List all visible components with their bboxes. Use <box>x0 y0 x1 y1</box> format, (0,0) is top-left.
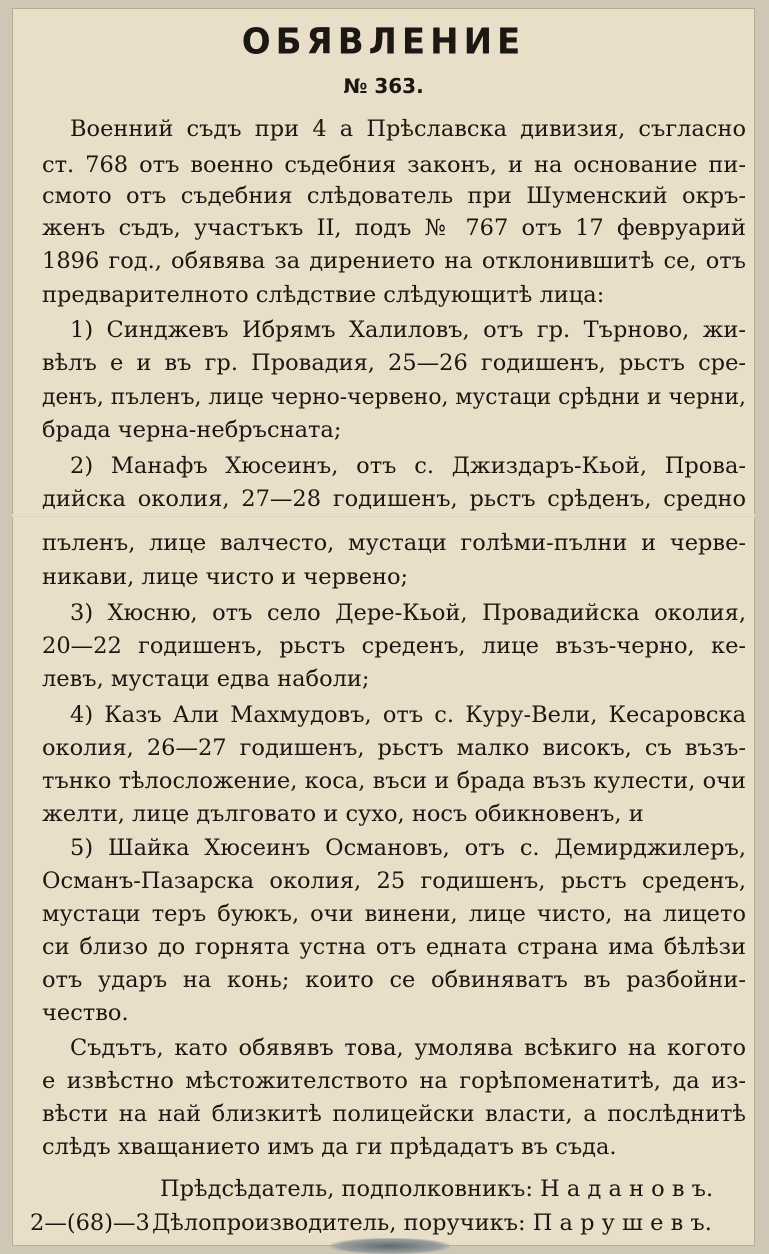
notice-number: № 363. <box>343 74 424 98</box>
clerk-signature: Дѣлопроизводитель, поручикъ: П а р у ш е в ъ. <box>152 1210 712 1236</box>
text-line: ст. 768 отъ военно съдебния законъ, и на основание пи- <box>42 152 746 178</box>
text-line: 2) Манафъ Хюсеинъ, отъ с. Джиздаръ-Кьой, Прова- <box>70 453 746 479</box>
text-line: Съдътъ, като обявявъ това, умолява всѣкиго на когото <box>70 1035 746 1061</box>
chairman-signature: Прѣдсѣдатель, подполковникъ: Н а д а н о в ъ. <box>160 1176 714 1202</box>
text-line: мустаци теръ буюкъ, очи винени, лице чисто, на лицето <box>42 901 746 927</box>
text-line: е извѣстно мѣстожителството на горѣпоменатитѣ, да из- <box>42 1068 746 1094</box>
text-line: 4) Казъ Али Махмудовъ, отъ с. Куру-Вели, Кесаровска <box>70 702 746 728</box>
text-line: брада черна-небръсната; <box>42 417 342 443</box>
text-line: слѣдъ хващанието имъ да ги прѣдадатъ въ съда. <box>42 1134 617 1160</box>
newspaper-clipping <box>12 8 755 1246</box>
text-line: отъ ударъ на конь; които се обвиняватъ въ разбойни- <box>42 967 746 993</box>
text-line: вѣсти на най близкитѣ полицейски власти, а послѣднитѣ <box>42 1101 746 1127</box>
scan-artifact <box>330 1238 450 1254</box>
text-line: Военний съдъ при 4 а Прѣславска дивизия, съгласно <box>70 116 746 142</box>
text-line: 20—22 годишенъ, рьстъ среденъ, лице възъ-черно, ке- <box>42 633 746 659</box>
text-line: вѣлъ е и въ гр. Провадия, 25—26 годишенъ, рьстъ сре- <box>42 350 746 376</box>
text-line: левъ, мустаци едва наболи; <box>42 666 370 692</box>
text-line: тънко тѣлосложение, коса, въси и брада възъ кулести, очи <box>42 768 746 794</box>
text-line: никави, лице чисто и червено; <box>42 564 409 590</box>
text-line: Османъ-Пазарска околия, 25 годишенъ, рьстъ среденъ, <box>42 868 746 894</box>
text-line: чество. <box>42 1000 129 1026</box>
text-line: 5) Шайка Хюсеинъ Османовъ, отъ с. Демирджилеръ, <box>70 835 746 861</box>
text-line: 1) Синджевъ Ибрямъ Халиловъ, отъ гр. Търново, жи- <box>70 317 746 343</box>
text-line: денъ, пъленъ, лице черно-червено, мустаци срѣдни и черни, <box>42 384 746 410</box>
text-line: предварителното слѣдствие слѣдующитѣ лица: <box>42 282 605 308</box>
text-line: околия, 26—27 годишенъ, рьстъ малко високъ, съ възъ- <box>42 735 746 761</box>
text-line: дийска околия, 27—28 годишенъ, рьстъ срѣденъ, средно <box>42 486 746 512</box>
text-line: пъленъ, лице валчесто, мустаци голѣми-пълни и черве- <box>42 530 746 556</box>
text-line: смото отъ съдебния слѣдователь при Шуменский окръ- <box>42 183 746 209</box>
text-line: желти, лице дълговато и сухо, носъ обикновенъ, и <box>42 801 644 827</box>
text-line: женъ съдъ, участъкъ II, подъ № 767 отъ 17 февруарий <box>42 215 746 241</box>
text-line: 1896 год., обявява за дирението на отклонившитѣ се, отъ <box>42 248 746 274</box>
notice-title: ОБЯВЛЕНИЕ <box>241 21 526 63</box>
fold-crease <box>12 514 755 517</box>
issue-reference: 2—(68)—3 <box>30 1210 150 1236</box>
text-line: си близо до горнята устна отъ едната страна има бѣлѣзи <box>42 934 746 960</box>
text-line: 3) Хюсню, отъ село Дере-Кьой, Провадийска околия, <box>70 600 746 626</box>
